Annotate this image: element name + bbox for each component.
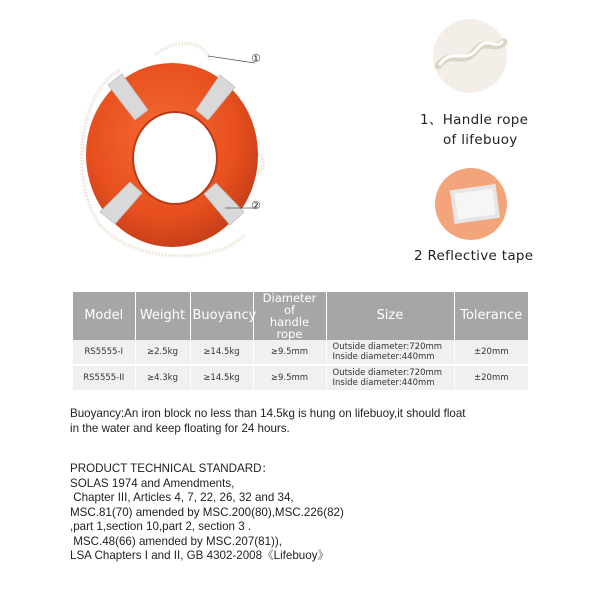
cell-buoyancy: ≥14.5kg xyxy=(190,340,253,365)
lifebuoy-image xyxy=(60,30,280,270)
standard-line: MSC.48(66) amended by MSC.207(81)), xyxy=(70,534,282,548)
reflective-tape-label: 2 Reflective tape xyxy=(414,248,534,264)
header-model: Model xyxy=(73,292,135,340)
size-inside: Inside diameter:440mm xyxy=(332,352,435,362)
cell-tolerance: ±20mm xyxy=(454,365,528,391)
size-outside: Outside diameter:720mm xyxy=(332,368,443,378)
cell-model: RS5555-II xyxy=(73,365,135,391)
cell-model: RS5555-I xyxy=(73,340,135,365)
cell-rope: ≥9.5mm xyxy=(253,340,326,365)
header-rope-line2: handle rope xyxy=(269,315,310,341)
standard-title: PRODUCT TECHNICAL STANDARD： xyxy=(70,462,274,475)
standard-line: Chapter III, Articles 4, 7, 22, 26, 32 and 34, xyxy=(70,491,294,504)
size-inside: Inside diameter:440mm xyxy=(332,378,435,388)
size-outside: Outside diameter:720mm xyxy=(332,342,443,352)
buoyancy-note-line1: Buoyancy:An iron block no less than 14.5kg is hung on lifebuoy,it should float xyxy=(70,407,466,420)
header-rope-line1: Diameter of xyxy=(262,291,317,317)
standard-line: ,part 1,section 10,part 2, section 3 . xyxy=(70,520,252,533)
cell-tolerance: ±20mm xyxy=(454,340,528,365)
header-size: Size xyxy=(326,292,454,340)
marker-2: ② xyxy=(251,199,262,212)
grab-rope-top xyxy=(155,44,210,60)
cell-weight: ≥2.5kg xyxy=(135,340,190,365)
marker-1: ① xyxy=(251,52,262,65)
spec-table xyxy=(73,292,528,392)
cell-rope: ≥9.5mm xyxy=(253,365,326,391)
reflective-tape-image xyxy=(434,167,508,241)
header-buoyancy: Buoyancy xyxy=(190,292,253,340)
standard-line: MSC.81(70) amended by MSC.200(80),MSC.226(82) xyxy=(70,505,344,519)
cell-size xyxy=(326,365,454,391)
table-row xyxy=(73,340,528,365)
handle-rope-image xyxy=(432,18,508,94)
standard-line: SOLAS 1974 and Amendments, xyxy=(70,476,235,490)
header-rope-diameter xyxy=(253,292,326,340)
cell-size xyxy=(326,340,454,365)
header-weight: Weight xyxy=(135,292,190,340)
buoyancy-note xyxy=(70,407,466,436)
handle-rope-label-line2: of lifebuoy xyxy=(443,132,518,148)
cell-weight: ≥4.3kg xyxy=(135,365,190,391)
buoyancy-note-line2: in the water and keep floating for 24 hours. xyxy=(70,421,290,435)
cell-buoyancy: ≥14.5kg xyxy=(190,365,253,391)
table-header-row xyxy=(73,292,528,340)
header-tolerance: Tolerance xyxy=(454,292,528,340)
technical-standard xyxy=(70,462,344,564)
standard-line: LSA Chapters I and II, GB 4302-2008《Lifebuoy》 xyxy=(70,549,330,562)
table-row xyxy=(73,365,528,391)
handle-rope-label-line1: 1、Handle rope xyxy=(420,112,529,128)
